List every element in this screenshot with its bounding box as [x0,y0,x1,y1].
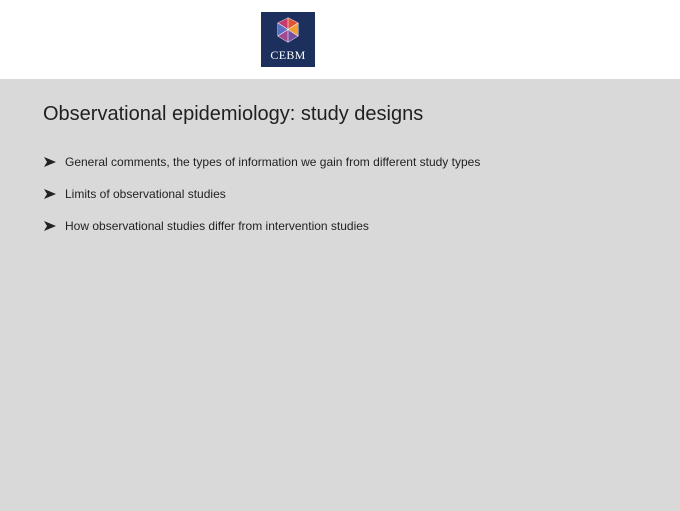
bullet-list [43,154,480,250]
logo-emblem-icon [261,12,315,48]
arrow-bullet-icon [43,156,57,168]
bullet-item [43,218,480,234]
slide-title: Observational epidemiology: study designs [43,103,424,125]
cebm-logo [261,12,315,67]
bullet-item [43,186,480,202]
content-area [0,79,680,511]
bullet-item [43,154,480,170]
bullet-text: General comments, the types of information we gain from different study types [65,155,481,169]
arrow-bullet-icon [43,220,57,232]
header-band [0,0,680,79]
bullet-text: Limits of observational studies [65,187,226,201]
bullet-text: How observational studies differ from intervention studies [65,219,369,233]
arrow-bullet-icon [43,188,57,200]
logo-text: CEBM [270,48,306,62]
